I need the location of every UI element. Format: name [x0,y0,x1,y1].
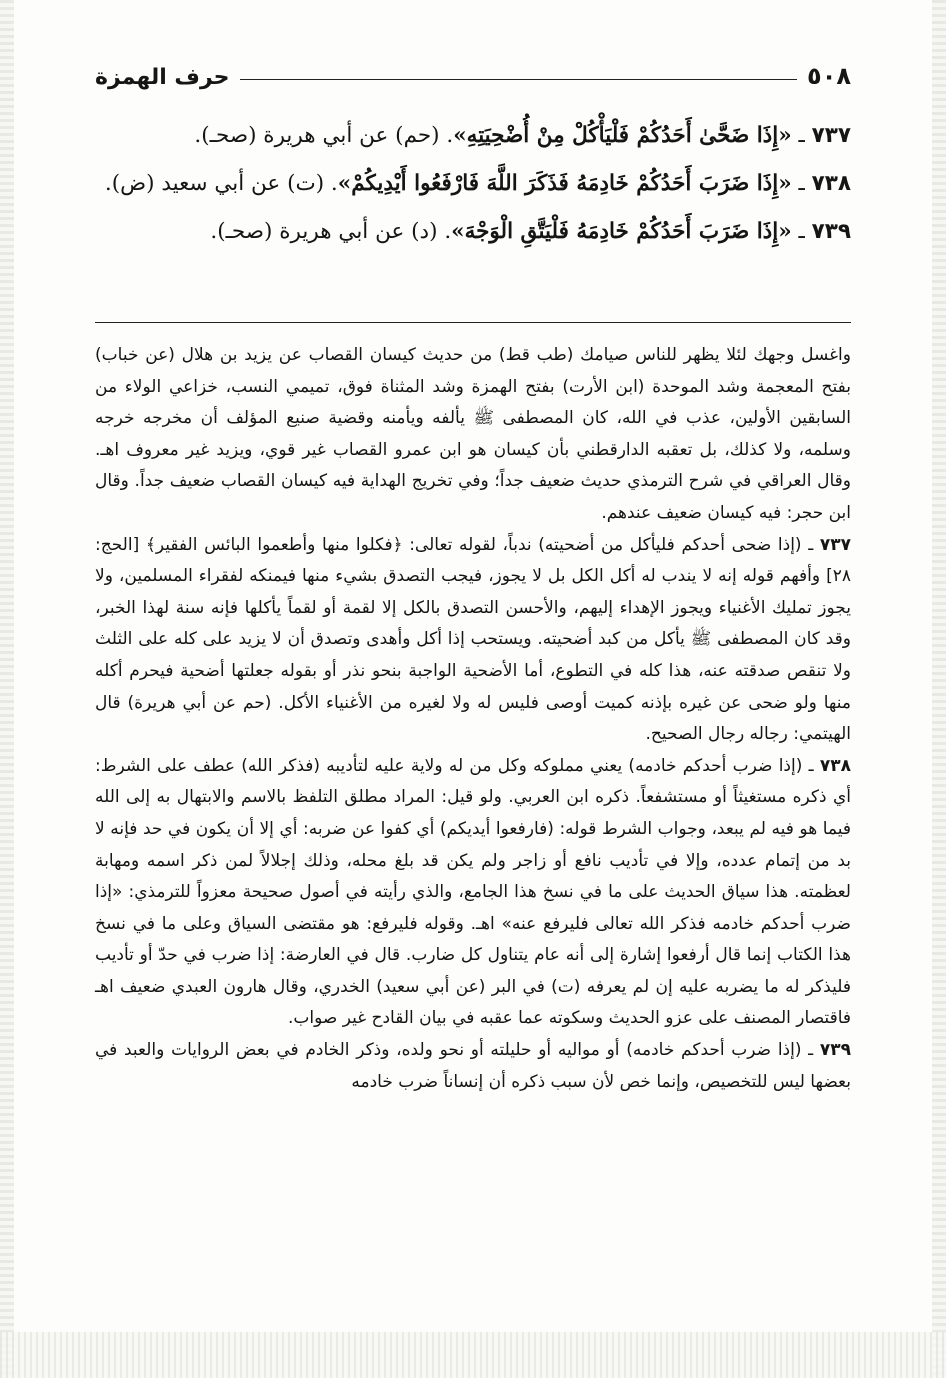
header-rule [240,79,798,80]
hadith-text: «إِذَا ضَحَّىٰ أَحَدُكُمْ فَلْيَأْكُلْ مِنْ أُضْحِيَتِهِ» [453,123,792,148]
commentary-paragraph-738 [95,751,851,1035]
hadith-text: «إِذَا ضَرَبَ أَحَدُكُمْ خَادِمَهُ فَلْيَتَّقِ الْوَجْهَ» [451,219,792,244]
commentary-number: ٧٣٧ [819,534,851,555]
chapter-title: حرف الهمزة [95,65,230,90]
page-header [95,50,851,90]
hadith-number: ٧٣٩ [811,219,851,244]
commentary-number: ٧٣٩ [819,1040,851,1061]
page-number: ٥٠٨ [807,62,851,90]
hadith-number: ٧٣٧ [811,123,851,148]
commentary-paragraph-737 [95,530,851,751]
commentary-block [95,340,851,1098]
hadith-source: . (د) عن أبي هريرة (صحـ). [210,219,452,244]
hadith-entry-737 [95,112,851,160]
hadith-text-block [95,112,851,256]
footnote-divider [95,322,851,323]
commentary-text: ـ (إذا ضحى أحدكم فليأكل من أضحيته) ندباً، لقوله تعالى: ﴿فكلوا منها وأطعموا البائس الفقير﴾ [الحج: ٢٨] وأفهم قوله إنه لا يندب له أكل الكل بل لا يجوز، فيجب التصدق بشيء منها فيمنكه لفقراء المسلمين، ولا يجوز تمليك الأغنياء ويجوز الإهداء إليهم، والأحسن التصدق بالكل إلا لقمة أو لقماً يأكلها فإنه سنة لهذا الخبر، وقد كان المصطفى ﷺ يأكل من كبد أضحيته. ويستحب إذا أكل وأهدى وتصدق أن لا يزيد على كله على الثلث ولا تنقص صدقته عنه، هذا كله في التطوع، أما الأضحية الواجبة بنحو نذر أو بقوله جعلتها أضحية فيحرم أكله منها ولو ضحى عن غيره بإذنه كميت أوصى فليس له ولا لغيره من الأغنياء الأكل. (حم عن أبي هريرة) قال الهيتمي: رجاله رجال الصحيح. [95,534,851,745]
scan-edge-bottom [0,1332,946,1378]
hadith-number: ٧٣٨ [811,171,851,196]
hadith-text: «إِذَا ضَرَبَ أَحَدُكُمْ خَادِمَهُ فَذَكَرَ اللَّهَ فَارْفَعُوا أَيْدِيكُمْ» [337,171,792,196]
commentary-text: ـ (إذا ضرب أحدكم خادمه) أو مواليه أو حليلته أو نحو ولده، وذكر الخادم في بعض الروايات والعبد في بعضها ليس للتخصيص، وإنما خص لأن سبب ذكره أن إنساناً ضرب خادمه [95,1040,851,1092]
hadith-entry-738 [95,160,851,208]
commentary-number: ٧٣٨ [819,755,851,776]
hadith-separator: ـ [791,171,812,196]
hadith-entry-739 [95,208,851,256]
commentary-paragraph-739 [95,1035,851,1098]
commentary-text: ـ (إذا ضرب أحدكم خادمه) يعني مملوكه وكل من له ولاية عليه لتأديبه (فذكر الله) عطف على الشرط: أي ذكره مستغيثاً أو مستشفعاً. ذكره ابن العربي. ولو قيل: المراد مطلق التلفظ بالاسم والابتهال به إلى الله فيما هو فيه لم يبعد، وجواب الشرط قوله: (فارفعوا أيديكم) أي كفوا عن ضربه: أي إلا أن يكون في حد فإنه لا بد من إتمام عدده، وإلا في تأديب نافع أو زاجر ولم يكن قد بلغ محله، وذلك إجلالاً لمن ذكر اسمه ومهابة لعظمته. هذا سياق الحديث على ما في نسخ هذا الجامع، والذي رأيته في أصول صحيحة معزواً للترمذي: «إذا ضرب أحدكم خادمه فذكر الله تعالى فليرفع عنه» اهـ. وقوله فليرفع: هو مقتضى السياق وعلى ما في نسخ هذا الكتاب إنما قال أرفعوا إشارة إلى أنه عام يتناول كل ضارب. قال في العارضة: إذا ضرب في حدّ أو تأديب فليذكر له ما يضربه عليه إن لم يعرفه (ت) في البر (عن أبي سعيد) الخدري، وقال هارون العبدي ضعيف اهـ فاقتصار المصنف على عزو الحديث وسكوته عما عقبه في بيان القادح غير صواب. [95,755,851,1029]
hadith-separator: ـ [791,123,812,148]
scan-edge-right [932,0,946,1378]
commentary-paragraph-continuation: واغسل وجهك لئلا يظهر للناس صيامك (طب قط) من حديث كيسان القصاب عن يزيد بن هلال (عن خباب) بفتح المعجمة وشد الموحدة (ابن الأرت) بفتح الهمزة وشد المثناة فوق، تميمي النسب، خزاعي الولاء من السابقين الأولين، عذب في الله، كان المصطفى ﷺ يألفه ويأمنه وقضية صنيع المؤلف أن مخرجه خرجه وسلمه، ولا كذلك، بل تعقبه الدارقطني بأن كيسان هو ابن عمرو القصاب غير قوي، ويزيد غير معروف اهـ. وقال العراقي في شرح الترمذي حديث ضعيف جداً؛ وفي تخريج الهداية فيه كيسان القصاب ضعيف جداً. وقال ابن حجر: فيه كيسان ضعيف عندهم. [95,345,851,523]
scan-edge-left [0,0,14,1378]
hadith-source: . (حم) عن أبي هريرة (صحـ). [194,123,454,148]
hadith-source: . (ت) عن أبي سعيد (ض). [104,171,338,196]
hadith-separator: ـ [791,219,812,244]
